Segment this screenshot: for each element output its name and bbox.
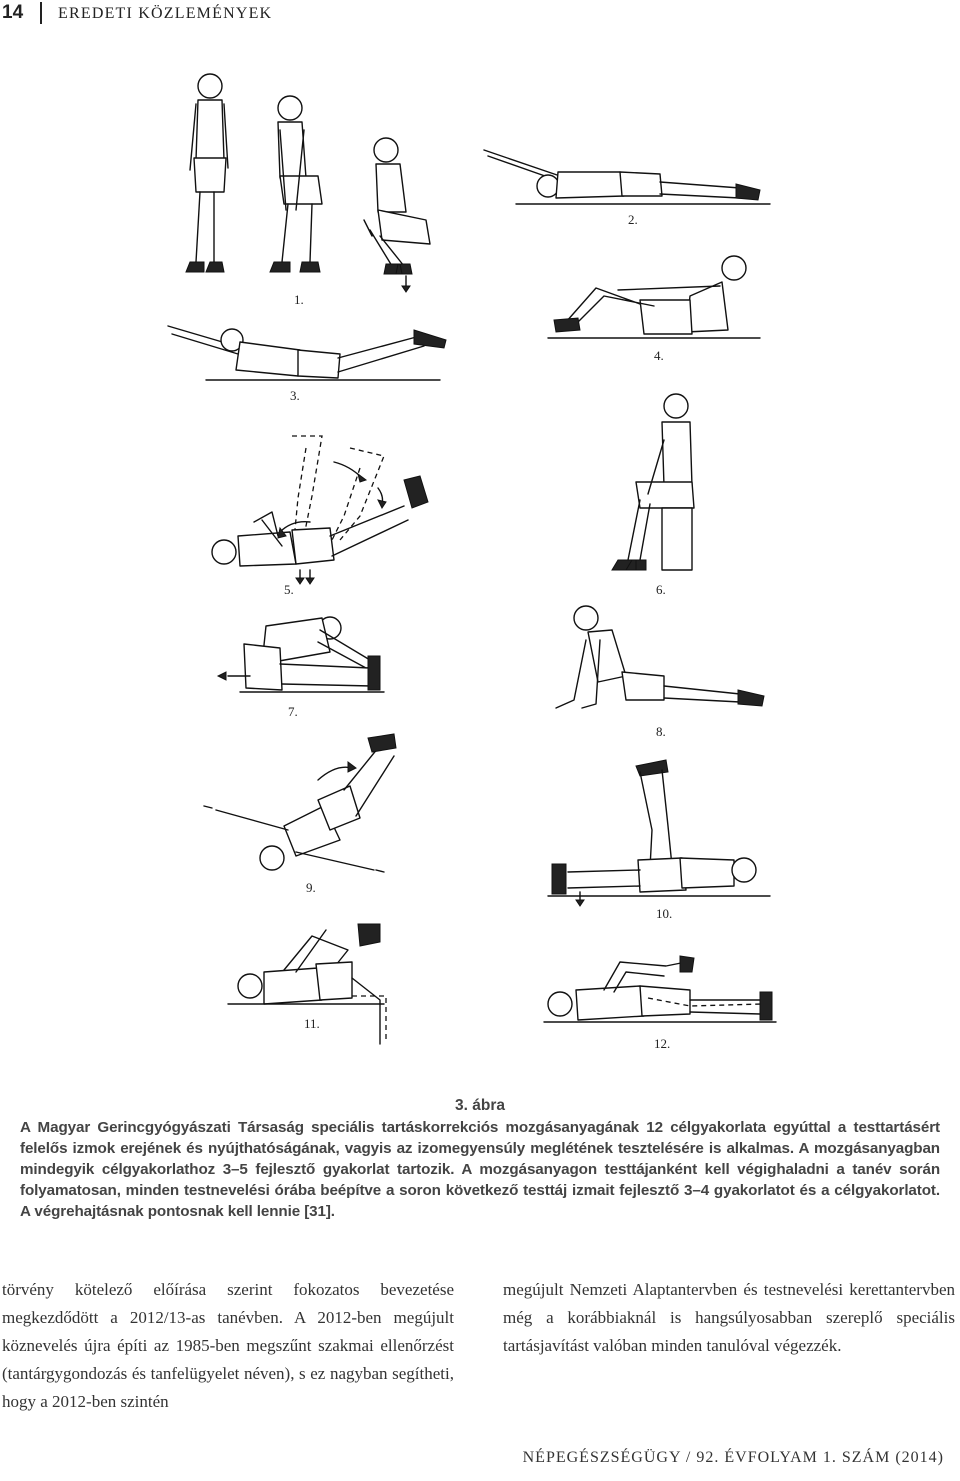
exercise-label-1: 1. xyxy=(294,292,304,307)
exercise-9-drawing xyxy=(204,734,396,872)
page-header xyxy=(0,0,960,28)
exercise-label-8: 8. xyxy=(656,724,666,739)
exercise-figure xyxy=(0,40,960,1090)
exercise-label-9: 9. xyxy=(306,880,316,895)
exercise-illustrations xyxy=(0,40,960,1090)
page-number: 14 xyxy=(2,2,24,23)
caption-body: A Magyar Gerincgyógyászati Társaság speciális tartáskorrekciós mozgásanyagának 12 célgyakorlata egyúttal a testtartásért felelős izmok erejének és nyújthatóságának, vagyis az izomegyensúly meglétének tesztelésére is alkalmas. A mozgásanyagban mindegyik célgyakorlathoz 3–5 fejlesztő gyakorlat tartozik. A mozgásanyagon testtájanként kell végighaladni a tanév során folyamatosan, minden testnevelési órába beépítve a soron következő testtáj izmait fejlesztő 3–4 gyakorlatot és a célgyakorlatot. A végrehajtásnak pontosnak kell lennie [31]. xyxy=(20,1119,940,1220)
exercise-label-3: 3. xyxy=(290,388,300,403)
body-text-right-column: megújult Nemzeti Alaptantervben és testnevelési kerettantervben még a korábbiaknál is hangsúlyosabban szereplő speciális tartásjavítást valóban minden tanulóval végezzék. xyxy=(503,1280,955,1355)
exercise-label-5: 5. xyxy=(284,582,294,597)
exercise-label-4: 4. xyxy=(654,348,664,363)
exercise-label-12: 12. xyxy=(654,1036,671,1051)
exercise-6-drawing xyxy=(612,394,694,570)
body-text-left-column: törvény kötelező előírása szerint fokozatos bevezetése megkezdődött a 2012/13-as tanévben. A 2012-ben megújult köznevelés újra építi az 1985-ben megszűnt szakmai ellenőrzést (tantárgygondozás és tanfelügyelet néven), s ez nagyban segítheti, hogy a 2012-ben szintén xyxy=(2,1280,454,1411)
exercise-2-drawing xyxy=(484,150,770,204)
journal-footer: NÉPEGÉSZSÉGÜGY / 92. ÉVFOLYAM 1. SZÁM (2014) xyxy=(522,1449,944,1466)
exercise-3-drawing xyxy=(168,326,446,380)
caption-title: 3. ábra xyxy=(455,1097,505,1114)
exercise-12-drawing xyxy=(544,956,776,1022)
exercise-label-7: 7. xyxy=(288,704,298,719)
exercise-label-10: 10. xyxy=(656,906,673,921)
exercise-4-drawing xyxy=(548,256,760,338)
exercise-7-drawing xyxy=(218,617,384,692)
figure-caption xyxy=(20,1097,940,1222)
exercise-8-drawing xyxy=(556,606,764,708)
exercise-5-drawing xyxy=(212,436,428,584)
exercise-1-drawing xyxy=(186,74,430,292)
header-divider xyxy=(40,2,42,24)
exercise-10-drawing xyxy=(548,760,770,906)
exercise-label-6: 6. xyxy=(656,582,666,597)
exercise-label-11: 11. xyxy=(304,1016,320,1031)
section-title: EREDETI KÖZLEMÉNYEK xyxy=(58,5,273,22)
exercise-label-2: 2. xyxy=(628,212,638,227)
